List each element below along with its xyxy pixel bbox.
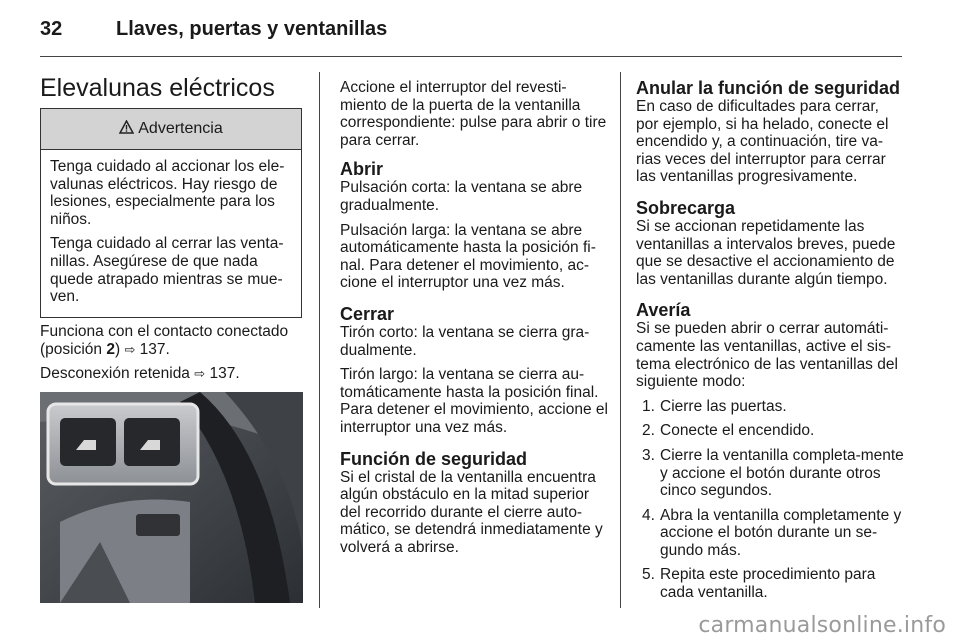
page-ref-arrow-icon: ⇨ xyxy=(194,366,206,382)
column-divider xyxy=(319,72,320,608)
step-text: Repita este procedimiento para cada ventanilla. xyxy=(660,566,876,602)
step-number: 5. xyxy=(642,566,655,584)
col2-text xyxy=(340,79,608,563)
window-switch-photo xyxy=(40,392,303,603)
procedure-list xyxy=(636,398,904,602)
subheading: Abrir xyxy=(340,159,384,180)
list-item xyxy=(636,507,904,560)
page-ref-link[interactable]: 137. xyxy=(139,340,170,358)
intro-paragraph: Accione el interruptor del revesti-miento de la puerta de la ventanilla correspondiente: pulse para abrir o tire para cerrar. xyxy=(340,79,607,149)
subheading: Sobrecarga xyxy=(636,197,736,218)
paragraph: Pulsación larga: la ventana se abre automáticamente hasta la posición fi-nal. Para detener el movimiento, ac-cione el interruptor una vez más. xyxy=(340,221,596,292)
step-text: Cierre las puertas. xyxy=(660,397,787,415)
page-ref-arrow-icon: ⇨ xyxy=(124,341,136,357)
paragraph: Tirón corto: la ventana se cierra gra-dualmente. xyxy=(340,323,590,359)
paragraph: En caso de dificultades para cerrar, por ejemplo, si ha helado, conecte el encendido y, a continuación, tire va-rias veces del interruptor para cerrar las ventanillas progresivamente. xyxy=(636,98,889,186)
section-cerrar xyxy=(340,305,608,437)
retained-power-paragraph xyxy=(40,365,302,383)
warning-box xyxy=(40,108,302,318)
section-funcion-seguridad xyxy=(340,450,608,557)
ignition-text: Funciona con el contacto conectado (posición xyxy=(40,323,289,358)
warning-paragraph: Tenga cuidado al cerrar las venta-nillas. Asegúrese de que nada quede atrapado mientras se mue-ven. xyxy=(50,235,284,306)
ignition-position: 2 xyxy=(106,340,115,358)
list-item xyxy=(636,422,904,440)
retained-power-text: Desconexión retenida xyxy=(40,365,195,383)
warning-paragraph: Tenga cuidado al accionar los ele-valunas eléctricos. Hay riesgo de lesiones, especialmente para los niños. xyxy=(50,158,285,228)
page-number: 32 xyxy=(40,18,63,40)
step-text: Cierre la ventanilla completa-mente y accione el botón durante otros cinco segundos. xyxy=(660,446,904,500)
section-anular-seguridad xyxy=(636,79,904,186)
section-averia xyxy=(636,301,904,601)
step-number: 4. xyxy=(642,506,655,524)
paragraph: Si se pueden abrir o cerrar automáti-camente las ventanillas, active el sis-tema electrónico de las ventanillas del siguiente modo: xyxy=(636,320,898,391)
subheading: Cerrar xyxy=(340,303,395,324)
ignition-after: ) xyxy=(114,340,125,358)
section-abrir xyxy=(340,160,608,292)
list-item xyxy=(636,398,904,416)
warning-title: Advertencia xyxy=(138,120,223,137)
step-number: 3. xyxy=(642,446,655,464)
section-title: Elevalunas eléctricos xyxy=(40,74,275,102)
watermark: carmanualsonline.info xyxy=(698,613,946,638)
paragraph: Tirón largo: la ventana se cierra au-tomáticamente hasta la posición final. Para detener el movimiento, accione el interruptor una vez más. xyxy=(340,366,608,436)
col3-text xyxy=(636,79,904,609)
paragraph: Si se accionan repetidamente las ventanillas a intervalos breves, puede que se desactive el accionamiento de las ventanillas durante algún tiempo. xyxy=(636,217,896,288)
running-title: Llaves, puertas y ventanillas xyxy=(116,18,388,40)
paragraph: Si el cristal de la ventanilla encuentra algún obstáculo en la mitad superior del recorrido durante el cierre auto-mático, se detendrá inmediatamente y volverá a abrirse. xyxy=(340,468,603,556)
subheading: Función de seguridad xyxy=(340,448,528,469)
step-text: Abra la ventanilla completamente y accione el botón durante un se-gundo más. xyxy=(660,506,902,559)
page-ref-link[interactable]: 137. xyxy=(209,365,240,383)
list-item xyxy=(636,566,904,601)
column-divider xyxy=(620,72,621,608)
subheading: Avería xyxy=(636,300,691,321)
col1-text xyxy=(40,323,302,390)
step-number: 1. xyxy=(642,397,655,415)
step-number: 2. xyxy=(642,422,655,440)
subheading: Anular la función de seguridad xyxy=(636,78,901,98)
paragraph: Pulsación corta: la ventana se abre gradualmente. xyxy=(340,179,583,214)
warning-triangle-icon xyxy=(119,120,134,138)
list-item xyxy=(636,447,904,500)
warning-body xyxy=(41,150,301,317)
section-sobrecarga xyxy=(636,199,904,288)
step-text: Conecte el encendido. xyxy=(660,422,815,440)
warning-header xyxy=(41,109,301,150)
ignition-paragraph xyxy=(40,323,302,358)
page-header xyxy=(40,18,902,48)
header-rule xyxy=(40,56,902,57)
